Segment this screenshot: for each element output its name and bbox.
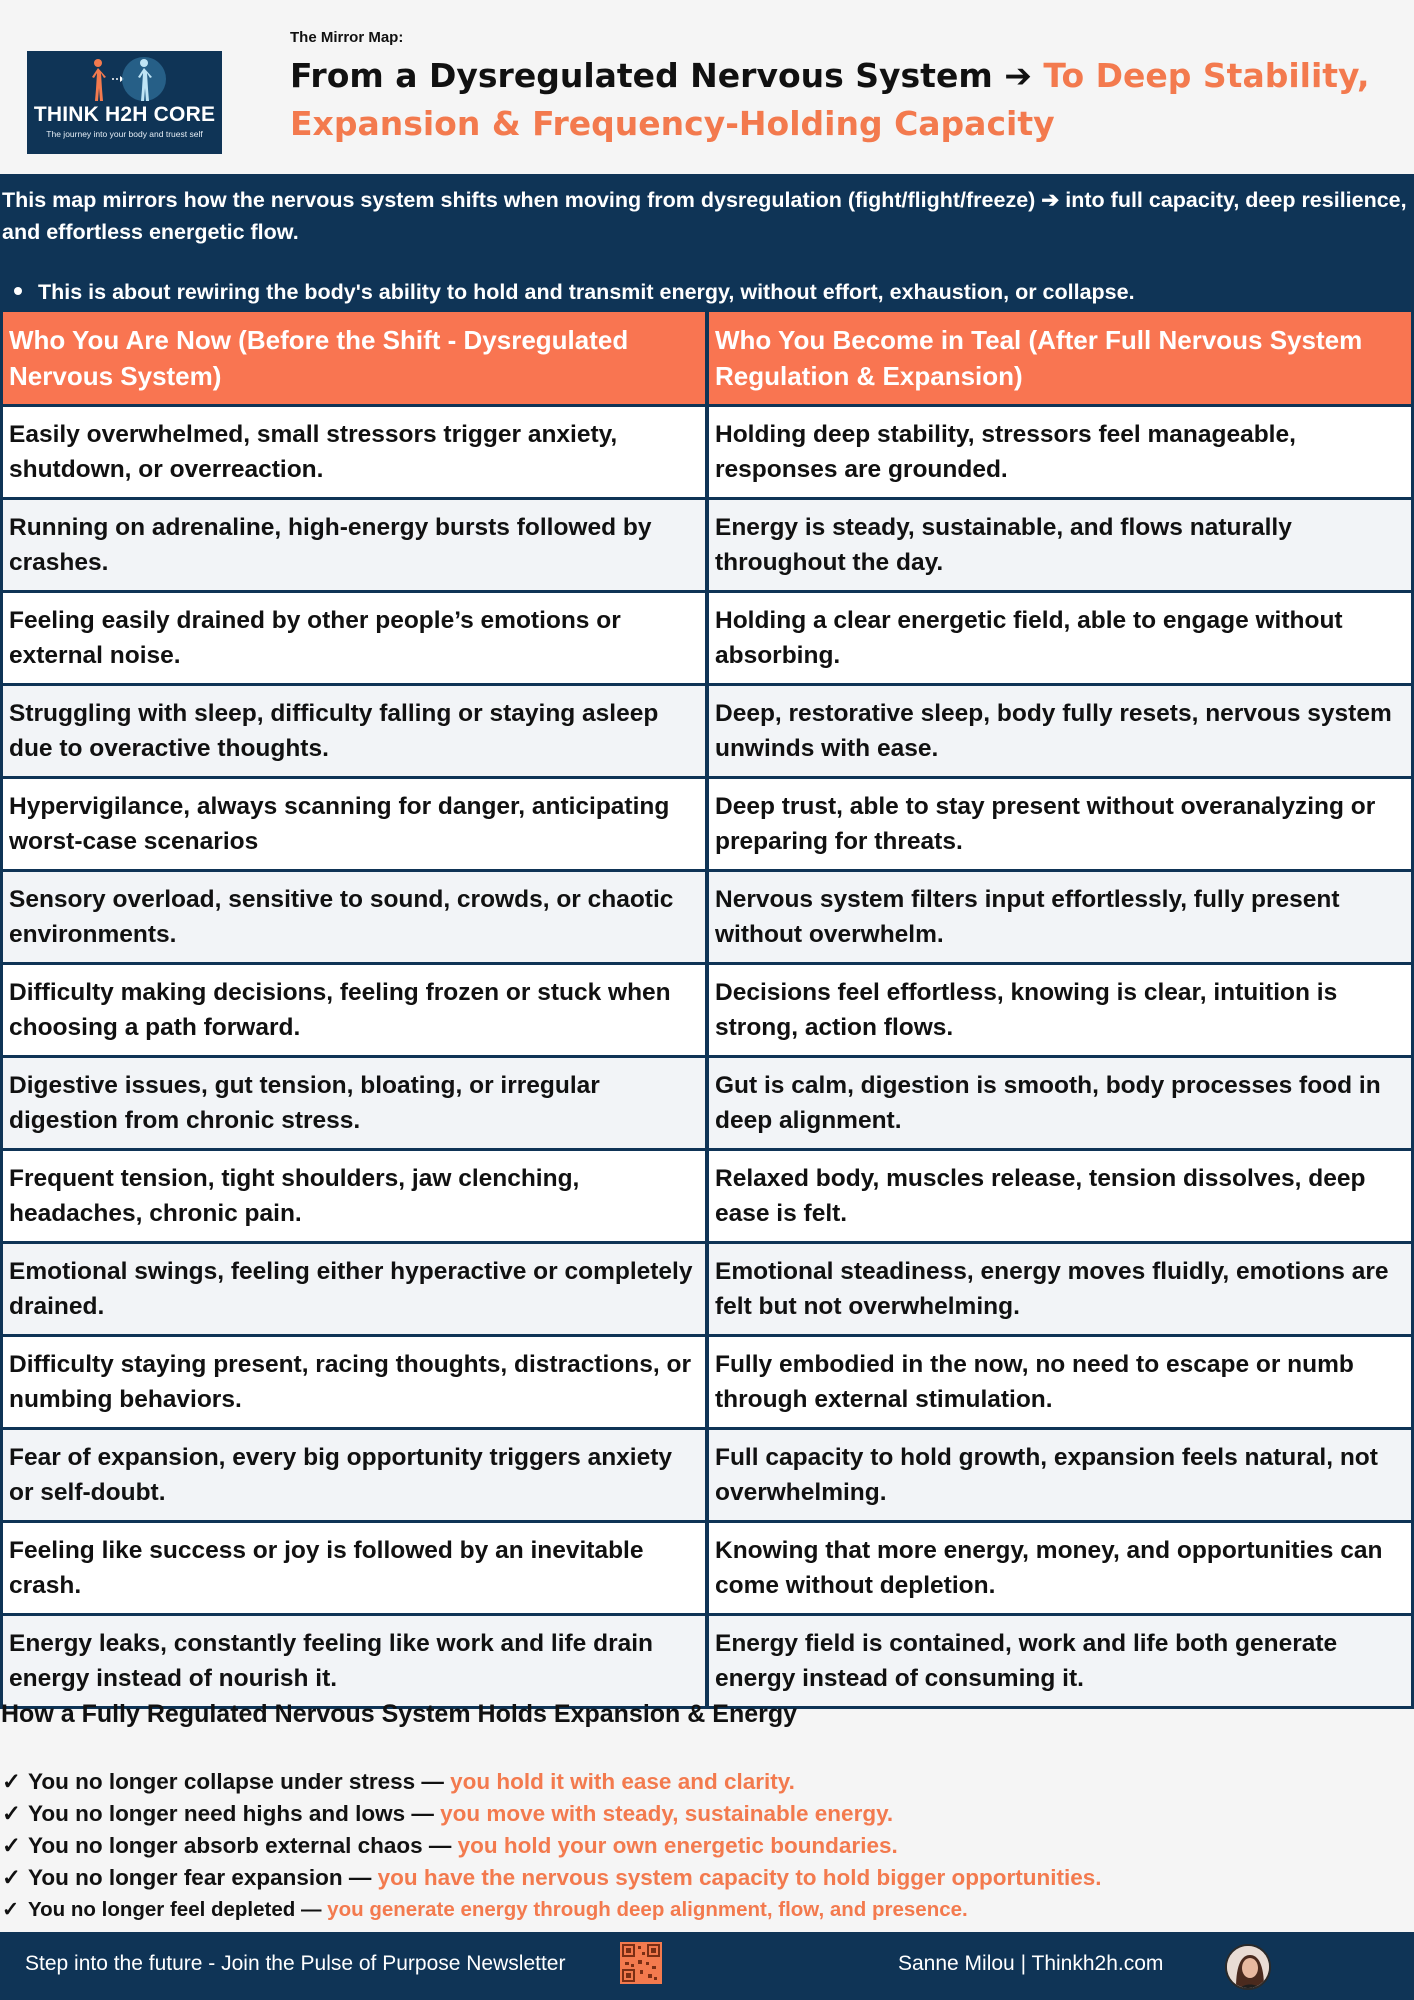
author-avatar [1225, 1944, 1271, 1990]
logo-title: THINK H2H CORE [33, 103, 216, 126]
table-row [0, 1430, 1414, 1523]
cell-after-shift: Fully embodied in the now, no need to escape or numb through external stimulation. [707, 1337, 1414, 1430]
newsletter-cta[interactable]: Step into the future - Join the Pulse of Purpose Newsletter [25, 1952, 566, 1975]
table-row [0, 965, 1414, 1058]
cell-before-shift: Energy leaks, constantly feeling like work and life drain energy instead of nourish it. [0, 1616, 707, 1709]
cell-before-shift: Fear of expansion, every big opportunity triggers anxiety or self-doubt. [0, 1430, 707, 1523]
mirror-table [0, 312, 1414, 1709]
table-header-before: Who You Are Now (Before the Shift - Dysregulated Nervous System) [0, 312, 707, 407]
intro-bullet-text: This is about rewiring the body's ability to hold and transmit energy, without effort, exhaustion, or collapse. [38, 280, 1135, 304]
table-header-row [0, 312, 1414, 407]
table-row [0, 1058, 1414, 1151]
cell-before-shift: Frequent tension, tight shoulders, jaw clenching, headaches, chronic pain. [0, 1151, 707, 1244]
intro-bullet [14, 278, 1135, 306]
cell-before-shift: Feeling easily drained by other people’s emotions or external noise. [0, 593, 707, 686]
summary-item-lead: You no longer collapse under stress — [28, 1769, 451, 1794]
table-row [0, 593, 1414, 686]
cell-after-shift: Deep, restorative sleep, body fully resets, nervous system unwinds with ease. [707, 686, 1414, 779]
checkmark-icon: ✓ [2, 1833, 21, 1858]
checkmark-icon: ✓ [2, 1801, 21, 1826]
cell-after-shift: Holding a clear energetic field, able to engage without absorbing. [707, 593, 1414, 686]
summary-item-highlight: you have the nervous system capacity to hold bigger opportunities. [377, 1865, 1102, 1890]
summary-item-lead: You no longer need highs and lows — [28, 1801, 441, 1826]
page-footer [0, 1932, 1414, 2000]
intro-text: This map mirrors how the nervous system shifts when moving from dysregulation (fight/flight/freeze) ➔ into full capacity, deep resilience, and effortless energetic flow. [2, 188, 1407, 244]
summary-item [2, 1894, 1412, 1926]
cell-before-shift: Hypervigilance, always scanning for danger, anticipating worst-case scenarios [0, 779, 707, 872]
logo-tagline: The journey into your body and truest self [46, 129, 203, 139]
summary-item-highlight: you hold it with ease and clarity. [450, 1769, 795, 1794]
page-header [0, 0, 1414, 174]
eyebrow-label: The Mirror Map: [290, 29, 404, 46]
table-row [0, 1523, 1414, 1616]
summary-item-lead: You no longer fear expansion — [28, 1865, 378, 1890]
cell-before-shift: Running on adrenaline, high-energy bursts followed by crashes. [0, 500, 707, 593]
summary-item [2, 1766, 1412, 1798]
cell-after-shift: Knowing that more energy, money, and opportunities can come without depletion. [707, 1523, 1414, 1616]
table-row [0, 686, 1414, 779]
brand-logo[interactable] [27, 51, 222, 154]
checkmark-icon: ✓ [2, 1865, 21, 1890]
author-credit[interactable]: Sanne Milou | Thinkh2h.com [898, 1952, 1164, 1975]
page-title [290, 52, 1390, 148]
cell-after-shift: Deep trust, able to stay present without overanalyzing or preparing for threats. [707, 779, 1414, 872]
summary-list [2, 1766, 1412, 1926]
summary-item [2, 1862, 1412, 1894]
table-row [0, 1151, 1414, 1244]
table-body [0, 407, 1414, 1709]
body-figures-icon [80, 55, 170, 103]
summary-item-highlight: you generate energy through deep alignment, flow, and presence. [327, 1898, 968, 1921]
cell-before-shift: Emotional swings, feeling either hyperactive or completely drained. [0, 1244, 707, 1337]
cell-before-shift: Feeling like success or joy is followed by an inevitable crash. [0, 1523, 707, 1616]
cell-before-shift: Difficulty making decisions, feeling frozen or stuck when choosing a path forward. [0, 965, 707, 1058]
cell-before-shift: Digestive issues, gut tension, bloating, or irregular digestion from chronic stress. [0, 1058, 707, 1151]
summary-item-lead: You no longer feel depleted — [28, 1898, 328, 1921]
table-row [0, 1337, 1414, 1430]
intro-band [0, 174, 1414, 312]
qr-code-icon[interactable] [620, 1942, 662, 1984]
checkmark-icon: ✓ [2, 1769, 21, 1794]
cell-after-shift: Gut is calm, digestion is smooth, body processes food in deep alignment. [707, 1058, 1414, 1151]
summary-item [2, 1830, 1412, 1862]
title-part-after: To Deep Stability, Expansion & Frequency-Holding Capacity [290, 56, 1370, 143]
summary-heading: How a Fully Regulated Nervous System Holds Expansion & Energy [1, 1700, 798, 1728]
cell-after-shift: Energy field is contained, work and life both generate energy instead of consuming it. [707, 1616, 1414, 1709]
table-row [0, 1616, 1414, 1709]
cell-after-shift: Decisions feel effortless, knowing is clear, intuition is strong, action flows. [707, 965, 1414, 1058]
cell-before-shift: Easily overwhelmed, small stressors trigger anxiety, shutdown, or overreaction. [0, 407, 707, 500]
cell-before-shift: Difficulty staying present, racing thoughts, distractions, or numbing behaviors. [0, 1337, 707, 1430]
cell-after-shift: Holding deep stability, stressors feel manageable, responses are grounded. [707, 407, 1414, 500]
summary-item-highlight: you move with steady, sustainable energy. [440, 1801, 894, 1826]
table-row [0, 500, 1414, 593]
cell-after-shift: Emotional steadiness, energy moves fluidly, emotions are felt but not overwhelming. [707, 1244, 1414, 1337]
cell-before-shift: Sensory overload, sensitive to sound, crowds, or chaotic environments. [0, 872, 707, 965]
checkmark-icon: ✓ [2, 1898, 20, 1921]
cell-before-shift: Struggling with sleep, difficulty falling or staying asleep due to overactive thoughts. [0, 686, 707, 779]
table-row [0, 872, 1414, 965]
table-row [0, 779, 1414, 872]
summary-item-highlight: you hold your own energetic boundaries. [457, 1833, 898, 1858]
cell-after-shift: Relaxed body, muscles release, tension dissolves, deep ease is felt. [707, 1151, 1414, 1244]
bullet-dot-icon [14, 287, 22, 295]
cell-after-shift: Nervous system filters input effortlessly, fully present without overwhelm. [707, 872, 1414, 965]
table-row [0, 1244, 1414, 1337]
cell-after-shift: Full capacity to hold growth, expansion feels natural, not overwhelming. [707, 1430, 1414, 1523]
summary-item [2, 1798, 1412, 1830]
table-header-after: Who You Become in Teal (After Full Nervous System Regulation & Expansion) [707, 312, 1414, 407]
summary-item-lead: You no longer absorb external chaos — [28, 1833, 458, 1858]
table-row [0, 407, 1414, 500]
title-part-before: From a Dysregulated Nervous System ➔ [290, 56, 1044, 95]
cell-after-shift: Energy is steady, sustainable, and flows naturally throughout the day. [707, 500, 1414, 593]
